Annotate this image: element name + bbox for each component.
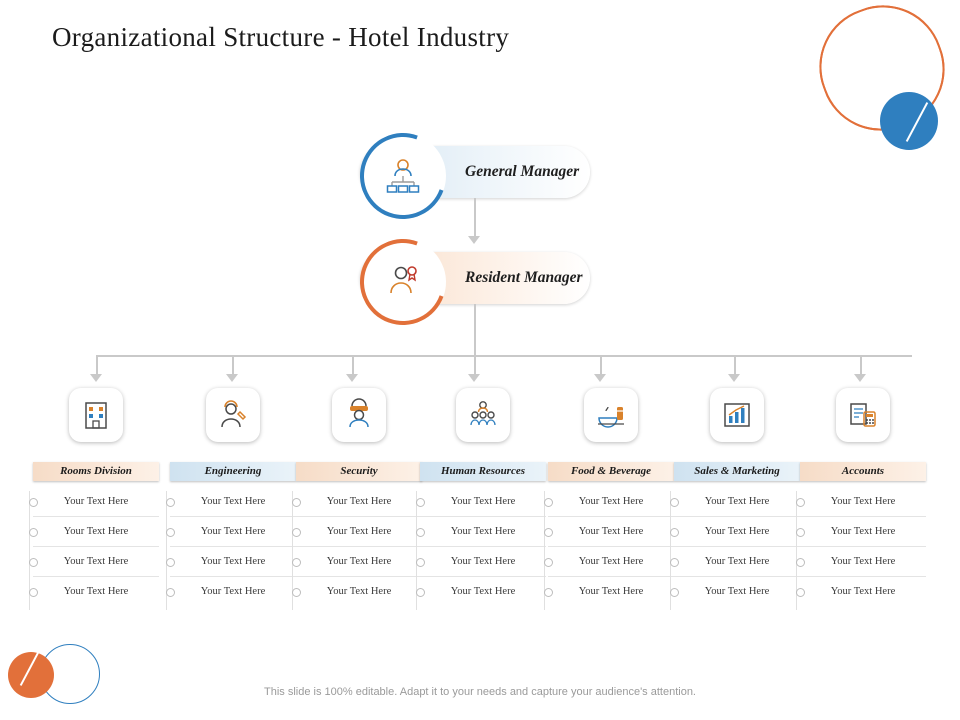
list-item[interactable]: Your Text Here (170, 576, 296, 606)
list-item[interactable]: Your Text Here (674, 487, 800, 516)
resident-manager-icon (346, 225, 460, 339)
connector-horizontal-bus (96, 355, 912, 357)
list-item[interactable]: Your Text Here (548, 516, 674, 546)
decorative-circle-blue (880, 92, 938, 150)
department-title: Engineering (170, 462, 296, 481)
list-item[interactable]: Your Text Here (800, 516, 926, 546)
list-item[interactable]: Your Text Here (170, 516, 296, 546)
list-item[interactable]: Your Text Here (296, 516, 422, 546)
list-item[interactable]: Your Text Here (170, 546, 296, 576)
list-item[interactable]: Your Text Here (170, 487, 296, 516)
department-column-rooms-division[interactable] (33, 388, 159, 606)
connector-arrow-5 (594, 374, 606, 382)
connector-arrow-3 (346, 374, 358, 382)
department-items (800, 487, 926, 606)
page-title: Organizational Structure - Hotel Industry (52, 22, 510, 52)
connector-arrow-4 (468, 374, 480, 382)
list-item[interactable]: Your Text Here (33, 576, 159, 606)
list-item[interactable]: Your Text Here (33, 546, 159, 576)
department-items (548, 487, 674, 606)
calculator-report-icon (836, 388, 890, 442)
list-item[interactable]: Your Text Here (296, 576, 422, 606)
engineer-icon (206, 388, 260, 442)
department-items (170, 487, 296, 606)
department-items (296, 487, 422, 606)
department-items (33, 487, 159, 606)
people-hierarchy-icon (456, 388, 510, 442)
manager-org-icon (346, 119, 460, 233)
connector-arrow-1 (90, 374, 102, 382)
node-label-resident-manager: Resident Manager (465, 269, 583, 286)
department-column-sales-marketing[interactable] (674, 388, 800, 606)
list-item[interactable]: Your Text Here (800, 576, 926, 606)
list-item[interactable]: Your Text Here (548, 546, 674, 576)
building-icon (69, 388, 123, 442)
connector-gm-rm (474, 198, 476, 240)
list-item[interactable]: Your Text Here (296, 546, 422, 576)
list-item[interactable]: Your Text Here (296, 487, 422, 516)
list-item[interactable]: Your Text Here (420, 487, 546, 516)
department-items (674, 487, 800, 606)
department-column-engineering[interactable] (170, 388, 296, 606)
manager-org-icon-glyph (383, 156, 423, 196)
department-column-security[interactable] (296, 388, 422, 606)
department-column-accounts[interactable] (800, 388, 926, 606)
department-column-human-resources[interactable] (420, 388, 546, 606)
department-title: Rooms Division (33, 462, 159, 481)
department-title: Security (296, 462, 422, 481)
list-item[interactable]: Your Text Here (33, 487, 159, 516)
list-item[interactable]: Your Text Here (800, 546, 926, 576)
footer-note: This slide is 100% editable. Adapt it to your needs and capture your audience's attention. (264, 686, 696, 698)
connector-arrow-7 (854, 374, 866, 382)
list-item[interactable]: Your Text Here (420, 546, 546, 576)
bar-chart-growth-icon (710, 388, 764, 442)
department-title: Human Resources (420, 462, 546, 481)
security-officer-icon (332, 388, 386, 442)
list-item[interactable]: Your Text Here (420, 516, 546, 546)
department-title: Sales & Marketing (674, 462, 800, 481)
list-item[interactable]: Your Text Here (548, 576, 674, 606)
list-item[interactable]: Your Text Here (33, 516, 159, 546)
resident-manager-icon-glyph (383, 262, 423, 302)
department-column-food-beverage[interactable] (548, 388, 674, 606)
department-title: Accounts (800, 462, 926, 481)
list-item[interactable]: Your Text Here (420, 576, 546, 606)
list-item[interactable]: Your Text Here (674, 516, 800, 546)
list-item[interactable]: Your Text Here (800, 487, 926, 516)
connector-arrow-rm (468, 236, 480, 244)
list-item[interactable]: Your Text Here (674, 546, 800, 576)
department-title: Food & Beverage (548, 462, 674, 481)
connector-arrow-6 (728, 374, 740, 382)
department-items (420, 487, 546, 606)
list-item[interactable]: Your Text Here (674, 576, 800, 606)
connector-arrow-2 (226, 374, 238, 382)
node-label-general-manager: General Manager (465, 163, 580, 180)
connector-rm-trunk (474, 304, 476, 356)
food-tray-icon (584, 388, 638, 442)
list-item[interactable]: Your Text Here (548, 487, 674, 516)
